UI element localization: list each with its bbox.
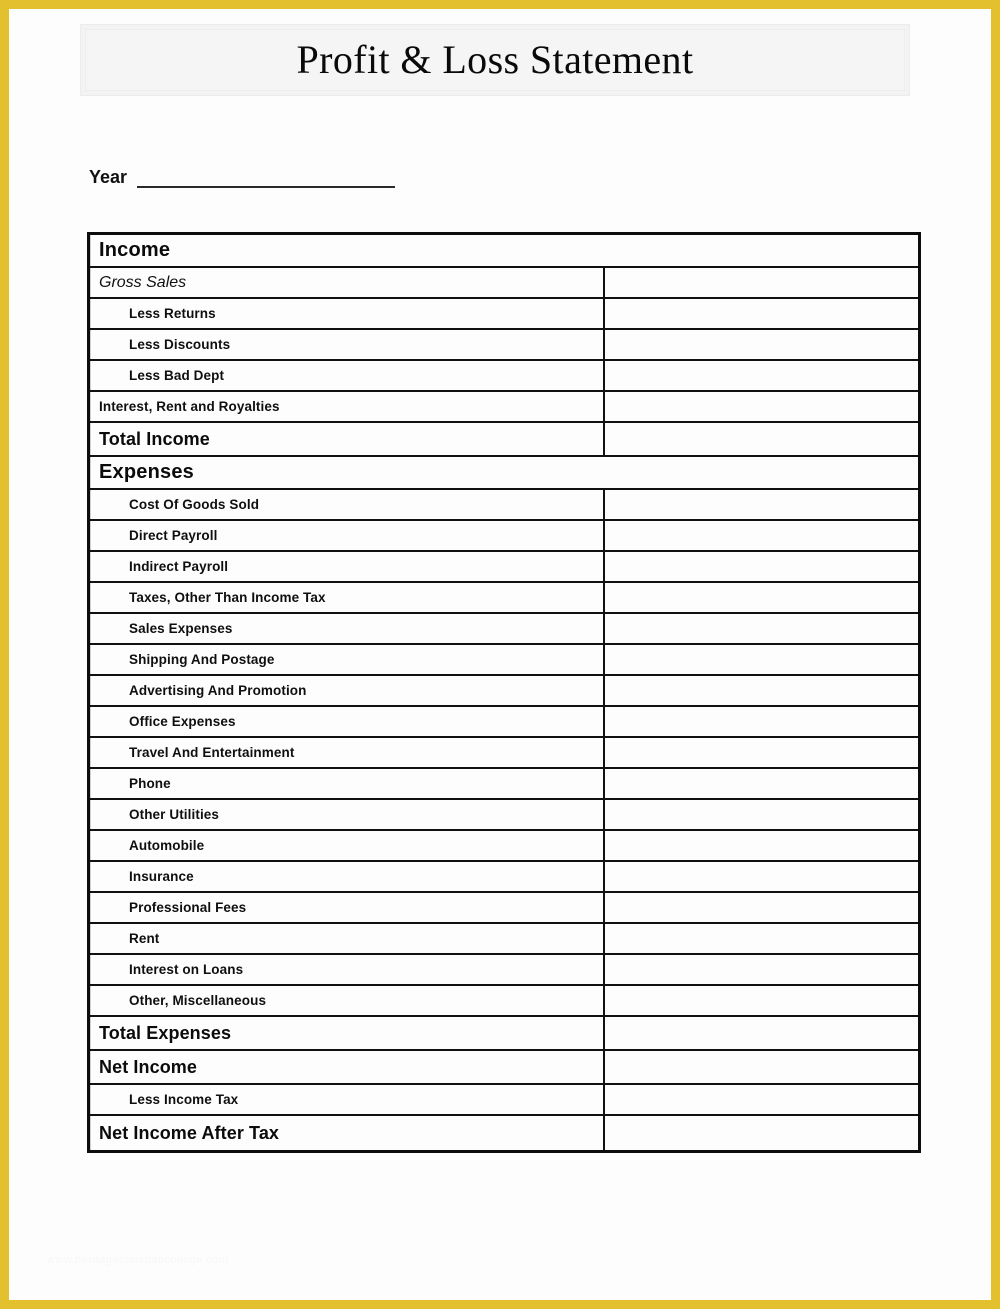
row-label-cell — [90, 1116, 605, 1150]
row-amount-cell[interactable] — [605, 490, 918, 519]
table-row — [90, 614, 918, 645]
table-row — [90, 552, 918, 583]
row-label: Office Expenses — [129, 714, 236, 729]
row-label-cell — [90, 831, 605, 860]
row-amount-cell[interactable] — [605, 800, 918, 829]
document-sheet — [9, 9, 991, 1300]
profit-loss-table — [87, 232, 921, 1153]
row-label: Less Income Tax — [129, 1092, 239, 1107]
table-row — [90, 423, 918, 457]
row-label-cell — [90, 707, 605, 736]
row-label-cell — [90, 800, 605, 829]
table-row — [90, 738, 918, 769]
row-label-cell — [90, 521, 605, 550]
row-amount-cell[interactable] — [605, 707, 918, 736]
title-banner — [80, 24, 910, 96]
table-row — [90, 268, 918, 299]
table-row — [90, 893, 918, 924]
row-label: Net Income After Tax — [99, 1122, 280, 1143]
table-row — [90, 955, 918, 986]
row-label: Automobile — [129, 838, 205, 853]
row-label-cell — [90, 490, 605, 519]
row-label: Total Income — [99, 428, 210, 449]
table-row — [90, 800, 918, 831]
table-row — [90, 361, 918, 392]
row-amount-cell[interactable] — [605, 361, 918, 390]
row-label: Interest on Loans — [129, 962, 244, 977]
table-row — [90, 330, 918, 361]
row-amount-cell[interactable] — [605, 645, 918, 674]
row-label-cell — [90, 738, 605, 767]
row-amount-cell[interactable] — [605, 1017, 918, 1049]
row-label: Advertising And Promotion — [129, 683, 307, 698]
row-amount-cell[interactable] — [605, 268, 918, 297]
row-label: Sales Expenses — [129, 621, 233, 636]
row-label: Taxes, Other Than Income Tax — [129, 590, 326, 605]
row-amount-cell[interactable] — [605, 1116, 918, 1150]
row-amount-cell[interactable] — [605, 955, 918, 984]
table-row — [90, 1017, 918, 1051]
row-amount-cell[interactable] — [605, 330, 918, 359]
row-label: Phone — [129, 776, 171, 791]
row-amount-cell[interactable] — [605, 614, 918, 643]
row-label-cell — [90, 862, 605, 891]
row-amount-cell[interactable] — [605, 738, 918, 767]
row-label-cell — [90, 423, 605, 455]
table-row — [90, 1051, 918, 1085]
table-row — [90, 676, 918, 707]
page-title: Profit & Loss Statement — [296, 37, 694, 82]
row-label-cell — [90, 392, 605, 421]
row-label-cell — [90, 1017, 605, 1049]
table-row — [90, 583, 918, 614]
table-row — [90, 521, 918, 552]
row-amount-cell[interactable] — [605, 1085, 918, 1114]
table-row — [90, 1085, 918, 1116]
watermark-text: www.heritagechristiancollege.com — [47, 1254, 229, 1266]
row-amount-cell[interactable] — [605, 986, 918, 1015]
row-label: Income — [99, 239, 171, 261]
table-row — [90, 490, 918, 521]
table-row — [90, 769, 918, 800]
row-amount-cell[interactable] — [605, 521, 918, 550]
row-label: Less Bad Dept — [129, 368, 225, 383]
year-input[interactable] — [137, 164, 395, 188]
row-label: Expenses — [99, 461, 194, 483]
row-label-cell — [90, 924, 605, 953]
row-label-cell — [90, 268, 605, 297]
section-header-cell — [90, 457, 918, 488]
row-amount-cell[interactable] — [605, 1051, 918, 1083]
row-label: Less Returns — [129, 306, 216, 321]
row-amount-cell[interactable] — [605, 924, 918, 953]
row-label: Other, Miscellaneous — [129, 993, 267, 1008]
table-row — [90, 862, 918, 893]
row-label: Indirect Payroll — [129, 559, 229, 574]
row-amount-cell[interactable] — [605, 831, 918, 860]
row-amount-cell[interactable] — [605, 893, 918, 922]
row-label-cell — [90, 955, 605, 984]
row-amount-cell[interactable] — [605, 862, 918, 891]
row-label: Interest, Rent and Royalties — [99, 399, 280, 414]
row-amount-cell[interactable] — [605, 583, 918, 612]
row-label: Other Utilities — [129, 807, 220, 822]
section-header-cell — [90, 235, 918, 266]
table-row — [90, 831, 918, 862]
table-row — [90, 1116, 918, 1150]
row-amount-cell[interactable] — [605, 552, 918, 581]
table-row — [90, 986, 918, 1017]
row-label-cell — [90, 614, 605, 643]
table-row — [90, 924, 918, 955]
row-label-cell — [90, 299, 605, 328]
row-label: Insurance — [129, 869, 194, 884]
table-row — [90, 299, 918, 330]
table-row — [90, 707, 918, 738]
row-label: Net Income — [99, 1056, 198, 1077]
year-field-group — [89, 164, 395, 188]
row-label-cell — [90, 552, 605, 581]
row-amount-cell[interactable] — [605, 392, 918, 421]
row-label: Travel And Entertainment — [129, 745, 295, 760]
row-label-cell — [90, 1051, 605, 1083]
row-label: Less Discounts — [129, 337, 231, 352]
row-label: Professional Fees — [129, 900, 247, 915]
row-label-cell — [90, 893, 605, 922]
row-label-cell — [90, 361, 605, 390]
row-label-cell — [90, 645, 605, 674]
table-row — [90, 645, 918, 676]
row-label: Total Expenses — [99, 1022, 232, 1043]
table-row — [90, 392, 918, 423]
row-label: Direct Payroll — [129, 528, 218, 543]
row-label-cell — [90, 583, 605, 612]
row-label-cell — [90, 986, 605, 1015]
row-label-cell — [90, 769, 605, 798]
row-label-cell — [90, 1085, 605, 1114]
year-label: Year — [89, 167, 128, 187]
row-label: Shipping And Postage — [129, 652, 275, 667]
row-label-cell — [90, 676, 605, 705]
title-banner-inner — [85, 29, 905, 91]
row-amount-cell[interactable] — [605, 299, 918, 328]
row-label: Gross Sales — [99, 273, 187, 291]
row-amount-cell[interactable] — [605, 423, 918, 455]
row-label: Cost Of Goods Sold — [129, 497, 260, 512]
row-label-cell — [90, 330, 605, 359]
row-amount-cell[interactable] — [605, 676, 918, 705]
table-row — [90, 235, 918, 268]
row-label: Rent — [129, 931, 160, 946]
row-amount-cell[interactable] — [605, 769, 918, 798]
table-row — [90, 457, 918, 490]
